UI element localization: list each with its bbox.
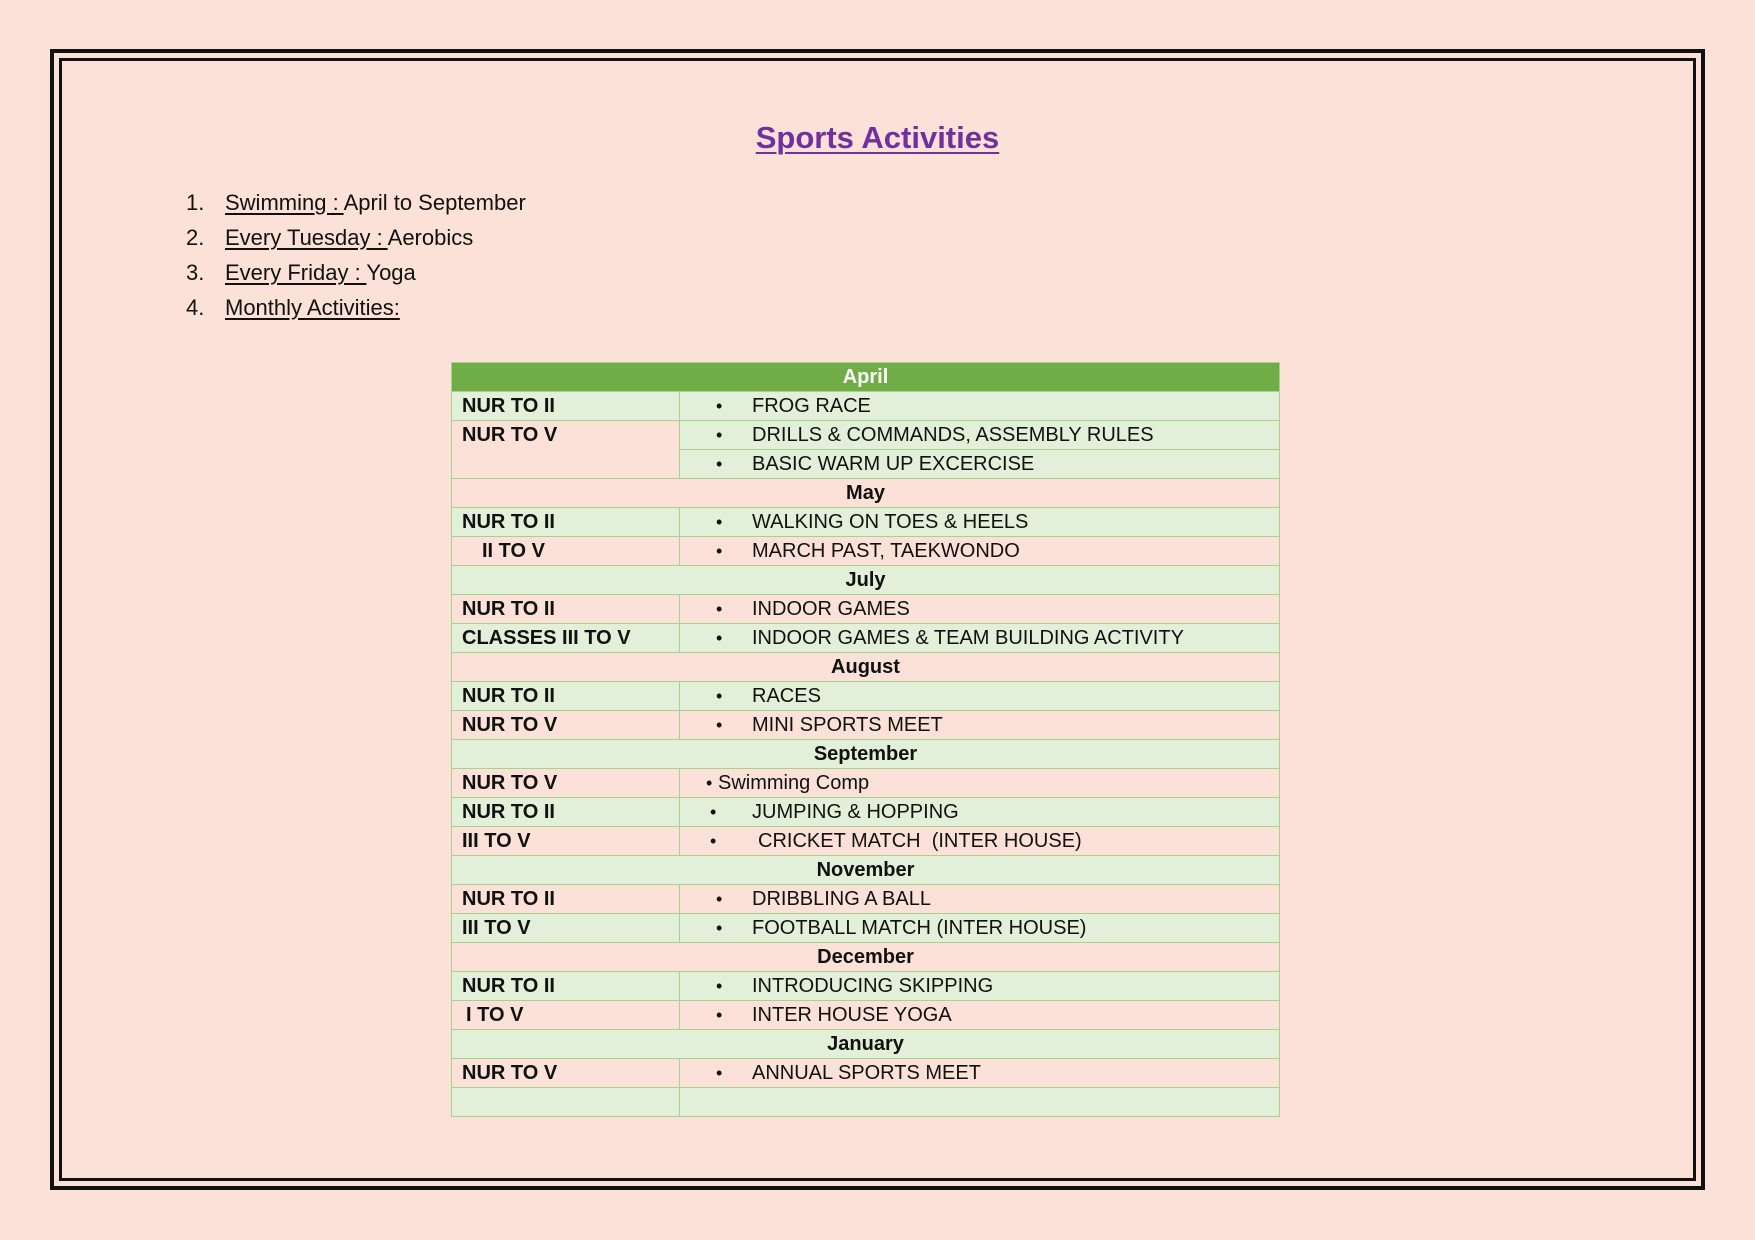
bullet-icon: • [716,715,723,735]
bullet-icon: • [716,454,723,474]
activity-text: INTRODUCING SKIPPING [752,975,994,997]
list-item [186,255,526,290]
list-label: Monthly Activities: [225,295,400,320]
activity-cell [680,392,1280,421]
list-number: 3. [186,260,205,285]
table-row [452,1059,1280,1088]
activity-cell [680,508,1280,537]
activity-cell [680,914,1280,943]
class-cell: NUR TO II [452,798,680,827]
bullet-icon: • [716,541,723,561]
list-item [186,220,526,255]
class-cell: II TO V [452,537,680,566]
list-value: Aerobics [387,225,474,250]
activity-cell [680,595,1280,624]
class-cell: NUR TO V [452,421,680,479]
list-number: 2. [186,225,205,250]
table-row [452,769,1280,798]
list-value: Yoga [366,260,416,285]
table-row [452,624,1280,653]
month-row-may [452,479,1280,508]
bullet-icon: • [716,918,723,938]
table-row [452,827,1280,856]
bullet-icon: • [716,628,723,648]
class-cell: NUR TO V [452,711,680,740]
activity-cell [680,711,1280,740]
activity-cell [680,972,1280,1001]
activity-text: CRICKET MATCH (INTER HOUSE) [758,830,1082,852]
activity-list [186,185,526,325]
list-item [186,185,526,220]
bullet-icon: • [716,396,723,416]
list-label: Swimming : [225,190,344,215]
bullet-icon: • [716,686,723,706]
class-cell: NUR TO II [452,508,680,537]
activity-cell [680,537,1280,566]
activity-text: FOOTBALL MATCH (INTER HOUSE) [752,917,1087,939]
list-item [186,290,526,325]
empty-cell [680,1088,1280,1117]
activity-cell [680,682,1280,711]
activity-text: FROG RACE [752,395,871,417]
page-title: Sports Activities [755,120,1000,155]
month-header: January [452,1030,1280,1059]
activity-text: BASIC WARM UP EXCERCISE [752,453,1035,475]
class-cell: III TO V [452,827,680,856]
month-header: August [452,653,1280,682]
activity-cell [680,624,1280,653]
month-row-november [452,856,1280,885]
class-cell: I TO V [452,1001,680,1030]
table-row [452,508,1280,537]
table-row [452,914,1280,943]
class-cell: NUR TO II [452,885,680,914]
month-header: May [452,479,1280,508]
table-row [452,798,1280,827]
bullet-icon: • [710,831,717,851]
activity-text: DRIBBLING A BALL [752,888,931,910]
table-row [452,421,1280,450]
class-cell: NUR TO II [452,595,680,624]
bullet-icon: • [716,512,723,532]
activity-cell [680,798,1280,827]
list-label: Every Friday : [225,260,367,285]
month-header: November [452,856,1280,885]
bullet-icon: • [716,1005,723,1025]
activity-text: INDOOR GAMES & TEAM BUILDING ACTIVITY [752,627,1184,649]
list-value: April to September [343,190,526,215]
month-header: July [452,566,1280,595]
bullet-icon: • [716,976,723,996]
month-row-august [452,653,1280,682]
table-row [452,1001,1280,1030]
month-header: April [452,363,1280,392]
empty-row [452,1088,1280,1117]
activity-cell [680,769,1280,798]
table-row [452,711,1280,740]
activity-text: ANNUAL SPORTS MEET [752,1062,981,1084]
month-row-september [452,740,1280,769]
activity-text: MARCH PAST, TAEKWONDO [752,540,1020,562]
table-row [452,595,1280,624]
table-row [452,972,1280,1001]
bullet-icon: • [706,773,713,793]
class-cell: CLASSES III TO V [452,624,680,653]
class-cell: NUR TO V [452,1059,680,1088]
activity-cell [680,827,1280,856]
table-row [452,537,1280,566]
bullet-icon: • [710,802,717,822]
month-row-july [452,566,1280,595]
bullet-icon: • [716,425,723,445]
list-number: 4. [186,295,205,320]
list-number: 1. [186,190,205,215]
table-row [452,392,1280,421]
class-cell: NUR TO II [452,392,680,421]
class-cell: NUR TO II [452,682,680,711]
month-row-april [452,363,1280,392]
table-row [452,885,1280,914]
activity-text: WALKING ON TOES & HEELS [752,511,1029,533]
bullet-icon: • [716,599,723,619]
bullet-icon: • [716,889,723,909]
activity-cell [680,885,1280,914]
month-row-january [452,1030,1280,1059]
activity-cell [680,1059,1280,1088]
month-row-december [452,943,1280,972]
class-cell: III TO V [452,914,680,943]
activity-text: JUMPING & HOPPING [752,801,959,823]
activity-cell [680,421,1280,450]
activity-text: DRILLS & COMMANDS, ASSEMBLY RULES [752,424,1154,446]
month-header: December [452,943,1280,972]
activity-text: INTER HOUSE YOGA [752,1004,952,1026]
activity-text: MINI SPORTS MEET [752,714,943,736]
activity-text: INDOOR GAMES [752,598,910,620]
activity-text: Swimming Comp [718,772,870,794]
table-row [452,682,1280,711]
activity-cell [680,1001,1280,1030]
bullet-icon: • [716,1063,723,1083]
empty-cell [452,1088,680,1117]
class-cell: NUR TO II [452,972,680,1001]
monthly-activities-table [451,362,1280,1117]
class-cell: NUR TO V [452,769,680,798]
activity-cell [680,450,1280,479]
activity-text: RACES [752,685,821,707]
list-label: Every Tuesday : [225,225,388,250]
month-header: September [452,740,1280,769]
